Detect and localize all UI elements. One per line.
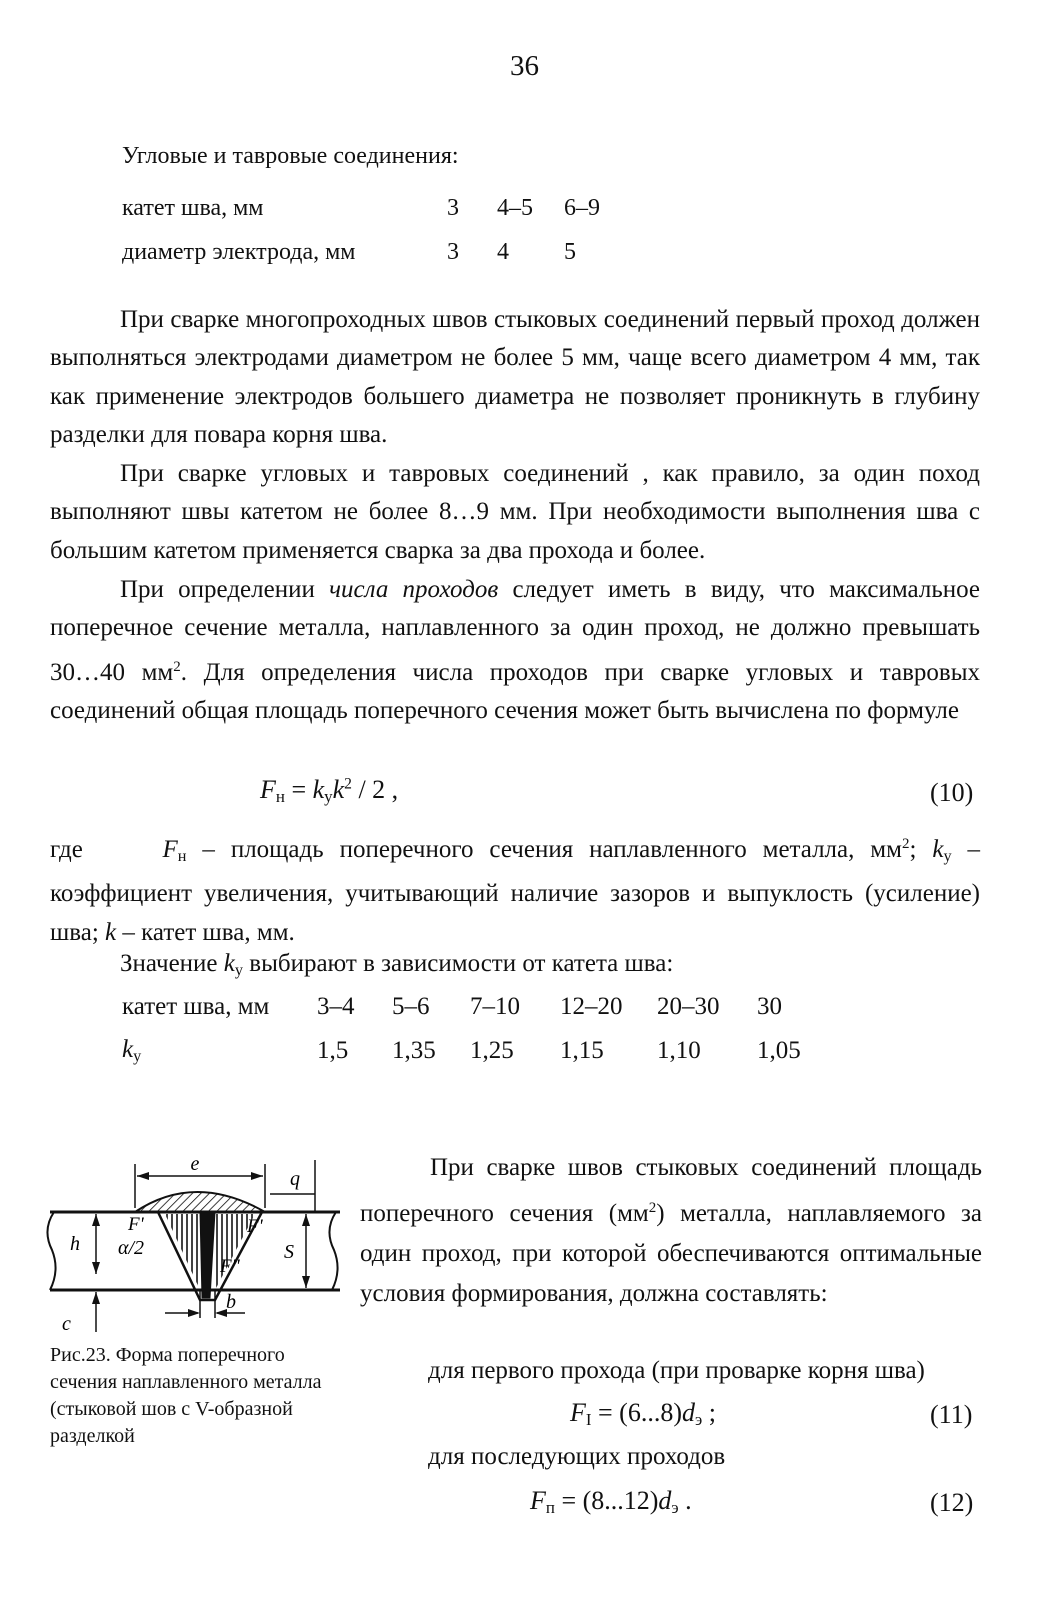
row-label: катет шва, мм bbox=[122, 993, 270, 1020]
equation-number-11: (11) bbox=[930, 1400, 973, 1429]
paragraph-where: где $F_н$ – площадь поперечного сечения наплавленного металла, $мм^2$; $k_у$ – коэффициент увеличения, учитывающий наличие зазоров и выпуклость (усиление) шва; k – катет шва, мм. bbox=[50, 836, 981, 946]
paragraph-multipass: При сварке многопроходных швов стыковых соединений первый проход должен выполняться электродами диаметром не более 5 мм, чаще всего диаметром 4 мм, так как применение электродов большего диаметра не позволяет проникнуть в глубину разделки для повара корня шва. bbox=[50, 306, 980, 448]
section-heading: Угловые и тавровые соединения: bbox=[122, 143, 459, 169]
table-cell: 7–10 bbox=[470, 993, 520, 1020]
table-cell: 1,15 bbox=[560, 1037, 604, 1064]
emphasis: числа проходов bbox=[329, 576, 499, 603]
table-cell: 1,35 bbox=[392, 1037, 436, 1064]
row-label: катет шва, мм bbox=[122, 194, 264, 221]
formula-11: $F_I = (6...8)d_э$ ; bbox=[570, 1398, 716, 1430]
paragraph-fillet: При сварке угловых и тавровых соединений , как правило, за один поход выполняют швы катетом не более 8…9 мм. При необходимости выполнения шва с большим катетом применяется сварка за два прохода и более. bbox=[50, 460, 980, 564]
page-number: 36 bbox=[510, 50, 539, 82]
table-cell: 4–5 bbox=[497, 194, 533, 221]
table-cell: 3–4 bbox=[317, 993, 355, 1020]
table-cell: 3 bbox=[447, 194, 459, 221]
label-f3: F'' bbox=[220, 1256, 240, 1277]
figure-caption: Рис.23. Форма поперечного сечения наплавленного металла (стыковой шов с V-образной разделкой bbox=[50, 1344, 322, 1447]
label-c: c bbox=[62, 1313, 71, 1335]
table-cell: 5–6 bbox=[392, 993, 430, 1020]
ky-intro: Значение $k_у$ выбирают в зависимости от катета шва: bbox=[120, 950, 674, 980]
equation-number-10: (10) bbox=[930, 778, 974, 807]
table-cell: 5 bbox=[564, 238, 576, 265]
paragraph-butt-area: При сварке швов стыковых соединений площадь поперечного сечения $(мм^2)$ металла, наплавляемого за один проход, при которой обеспечиваются оптимальные условия формирования, должна составлять: bbox=[360, 1154, 982, 1307]
first-pass-label: для первого прохода (при проварке корня шва) bbox=[428, 1357, 925, 1384]
label-e: e bbox=[190, 1153, 200, 1175]
formula-10: $F_н = k_уk^2 / 2$ , bbox=[260, 775, 399, 807]
row-label: $k_у$ bbox=[122, 1035, 142, 1066]
table-cell: 1,10 bbox=[657, 1037, 701, 1064]
equation-number-12: (12) bbox=[930, 1488, 974, 1517]
table-row bbox=[122, 1029, 817, 1073]
label-alpha: α/2 bbox=[118, 1237, 145, 1259]
table-cell: 1,05 bbox=[757, 1037, 801, 1064]
label-h: h bbox=[70, 1233, 80, 1255]
table-row bbox=[122, 230, 634, 274]
table-cell: 1,25 bbox=[470, 1037, 514, 1064]
table-cell: 12–20 bbox=[560, 993, 623, 1020]
electrode-table bbox=[122, 186, 634, 274]
label-q: q bbox=[290, 1168, 300, 1190]
table-row bbox=[122, 186, 634, 230]
next-passes-label: для последующих проходов bbox=[428, 1443, 726, 1470]
table-cell: 6–9 bbox=[564, 194, 600, 221]
table-cell: 3 bbox=[447, 238, 459, 265]
ky-table bbox=[122, 985, 817, 1073]
table-cell: 4 bbox=[497, 238, 509, 265]
row-label: диаметр электрода, мм bbox=[122, 238, 356, 265]
table-cell: 1,5 bbox=[317, 1037, 349, 1064]
weld-section-figure bbox=[40, 1150, 350, 1340]
formula-12: $F_п = (8...12)d_э$ . bbox=[530, 1486, 692, 1518]
table-cell: 20–30 bbox=[657, 993, 720, 1020]
label-f1: F' bbox=[128, 1214, 144, 1235]
label-s: S bbox=[284, 1241, 294, 1263]
table-cell: 30 bbox=[757, 993, 782, 1020]
paragraph-pass-count: При определении числа проходов следует иметь в виду, что максимальное поперечное сечение металла, наплавленного за один проход, не должно превышать 30…40 $мм^2$. Для определения числа проходов при сварке угловых и тавровых соединений общая площадь поперечного сечения может быть вычислена по формуле bbox=[50, 576, 981, 724]
label-f2: F' bbox=[247, 1216, 263, 1237]
label-b: b bbox=[226, 1291, 236, 1313]
table-row bbox=[122, 985, 817, 1029]
